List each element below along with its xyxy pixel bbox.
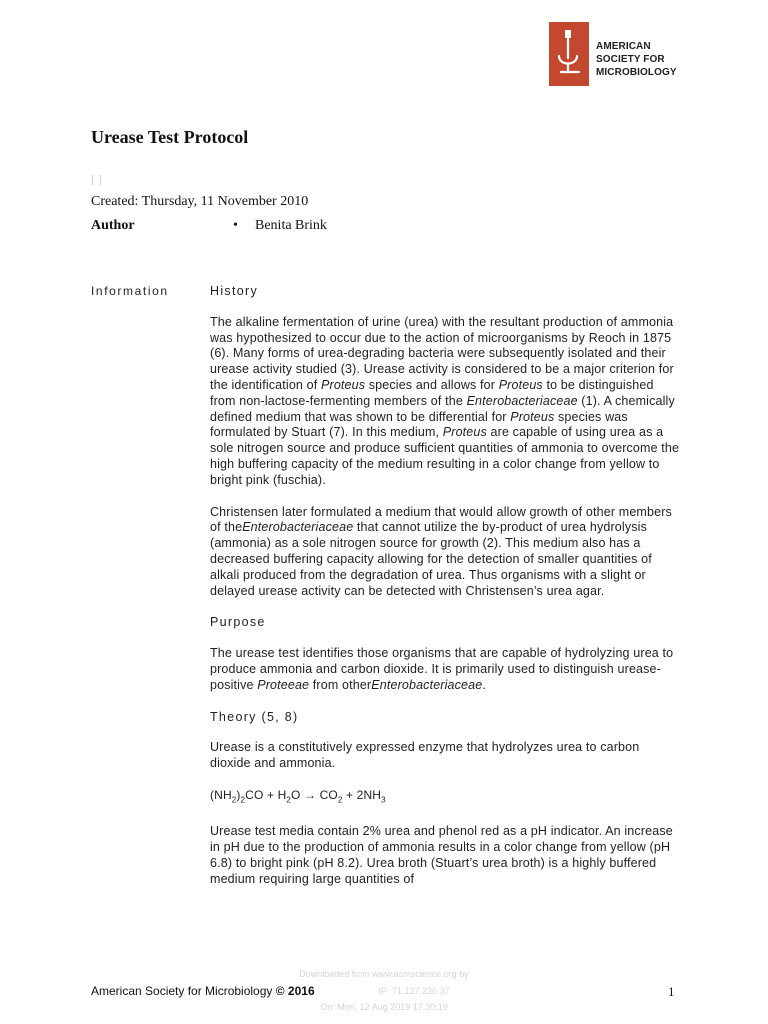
page-number: 1 bbox=[668, 984, 675, 999]
text-run: . bbox=[482, 677, 486, 692]
eq-sub: 2 bbox=[240, 795, 246, 805]
history-paragraph-2 bbox=[210, 505, 680, 600]
italic-term: Enterobacteriaceae bbox=[242, 520, 354, 535]
footer-copyright: © 2016 bbox=[275, 984, 315, 998]
text-run: are capable of using urea as a sole nitrogen source and produce sufficient quantities of ammonia to overcome the high buffering capacity of the medium resulting in a color change from yellow to bright pink (fuschia). bbox=[210, 425, 680, 487]
text-run: species and allows for bbox=[365, 377, 499, 392]
eq-part: (NH bbox=[210, 787, 232, 802]
text-run: (1). A chemically defined medium that was shown to be differential for bbox=[210, 393, 675, 424]
author-name: Benita Brink bbox=[255, 218, 327, 233]
logo-emblem bbox=[549, 22, 589, 86]
created-date: Created: Thursday, 11 November 2010 bbox=[91, 194, 309, 209]
text-run: The urease test identifies those organisms that are capable of hydrolyzing urea to produce ammonia and carbon dioxide. It is primarily used to distinguish urease-positive bbox=[210, 646, 674, 692]
text-run: The alkaline fermentation of urine (urea) with the resultant production of ammonia was hypothesized to occur due to the action of microorganisms by Reoch in 1875 (6). Many forms of urea-degrading bacteria were subsequently isolated and their urease activity studied (3). Urease activity is considered to be a major criterion for the identification of bbox=[210, 314, 674, 392]
text-run: to be distinguished from non-lactose-fermenting members of the bbox=[210, 377, 654, 408]
theory-paragraph: Urease is a constitutively expressed enzyme that hydrolyzes urea to carbon dioxide and ammonia. bbox=[210, 740, 640, 771]
history-heading: History bbox=[210, 284, 258, 298]
section-label-information: Information bbox=[91, 284, 169, 298]
italic-term: Enterobacteriaceae bbox=[466, 393, 578, 408]
eq-part: O → CO bbox=[291, 787, 338, 802]
eq-sub: 2 bbox=[231, 795, 237, 805]
bullet-icon: • bbox=[233, 218, 238, 233]
watermark-line-2: IP: 71.127.236.37 bbox=[378, 986, 450, 996]
faint-mark: [ ] bbox=[91, 172, 102, 186]
theory-heading: Theory (5, 8) bbox=[210, 709, 299, 724]
text-run: from other bbox=[309, 677, 372, 692]
logo-line-1: AMERICAN bbox=[596, 41, 651, 52]
author-label: Author bbox=[91, 218, 135, 233]
content-column bbox=[210, 284, 680, 903]
eq-part: CO + H bbox=[245, 787, 287, 802]
chemical-equation bbox=[210, 788, 680, 808]
logo-line-2: SOCIETY FOR bbox=[596, 54, 665, 65]
eq-sub: 2 bbox=[337, 795, 343, 805]
author-list-item bbox=[233, 218, 327, 234]
watermark-line-3: On: Mon, 12 Aug 2019 17:30:19 bbox=[320, 1002, 448, 1012]
eq-sub: 3 bbox=[381, 795, 386, 805]
logo-line-3: MICROBIOLOGY bbox=[596, 67, 677, 78]
italic-term: Proteeae bbox=[257, 677, 310, 692]
italic-term: Enterobacteriaceae bbox=[371, 677, 483, 692]
purpose-paragraph bbox=[210, 646, 680, 693]
eq-sub: 2 bbox=[286, 795, 292, 805]
theory-paragraph-2: Urease test media contain 2% urea and phenol red as a pH indicator. An increase in pH due to the production of ammonia results in a color change from yellow (pH 6.8) to bright pink (pH 8.2). Urea broth (Stuart’s urea broth) is a highly buffered medium requiring large quantities of bbox=[210, 824, 673, 886]
text-run: Christensen later formulated a medium that would allow growth of other members of the bbox=[210, 504, 672, 535]
eq-part: ) bbox=[236, 787, 241, 802]
microscope-icon bbox=[549, 22, 589, 86]
italic-term: Proteus bbox=[498, 377, 543, 392]
text-run: species was formulated by Stuart (7). In this medium, bbox=[210, 409, 628, 440]
text-run: that cannot utilize the by-product of urea hydrolysis (ammonia) as a sole nitrogen source for growth (2). This medium also has a decreased buffering capacity allowing for the detection of smaller quantities of alkali produced from the degradation of urea. Thus organisms with a slight or delayed urease activity can be detected with Christensen’s urea agar. bbox=[210, 520, 652, 598]
italic-term: Proteus bbox=[510, 409, 555, 424]
document-title: Urease Test Protocol bbox=[91, 127, 249, 147]
watermark-line-1: Downloaded from www.asmscience.org by bbox=[299, 969, 469, 979]
italic-term: Proteus bbox=[321, 377, 366, 392]
italic-term: Proteus bbox=[442, 425, 487, 440]
footer-org-name: American Society for Microbiology bbox=[91, 984, 273, 998]
asm-logo bbox=[549, 22, 689, 86]
history-paragraph-1 bbox=[210, 315, 680, 489]
eq-part: + 2NH bbox=[342, 787, 382, 802]
purpose-heading: Purpose bbox=[210, 615, 266, 630]
footer-org bbox=[91, 984, 315, 998]
logo-text bbox=[596, 40, 677, 79]
